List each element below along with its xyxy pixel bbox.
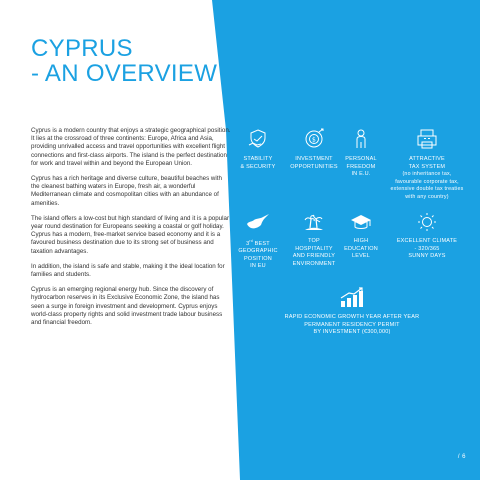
calculator-printer-icon — [416, 128, 438, 150]
growth-chart-icon — [339, 286, 365, 308]
target-dollar-icon — [303, 128, 325, 150]
person-icon — [350, 128, 372, 150]
feature-label: HIGH EDUCATION LEVEL — [344, 238, 378, 259]
feature-investment — [288, 128, 340, 171]
features-grid — [232, 128, 472, 348]
geo-label-rest: BEST GEOGRAPHIC POSITION IN EU — [238, 240, 278, 270]
feature-label — [232, 238, 284, 271]
feature-label: PERSONAL FREEDOM IN E.U. — [345, 156, 377, 177]
paragraph: Cyprus is a modern country that enjoys a strategic geographical position. It lies at the crossroad of three continents: Europe, Africa and Asia, providing unrivalled access and travel opportunities with excellent flight connections and first-class airports. The island is the perfect destination for work and travel within and beyond the European Union. — [31, 127, 231, 167]
feature-tax — [384, 128, 470, 201]
feature-sublabel: (no inheritance tax, favourable corporate tax, extensive double tax treaties with any country) — [390, 171, 464, 200]
geo-rank-suffix: rd — [249, 239, 253, 243]
feature-hospitality — [288, 212, 340, 268]
title-line-1: CYPRUS — [31, 35, 133, 62]
paragraph: Cyprus has a rich heritage and diverse culture, beautiful beaches with the cleanest bathing waters in Europe, fresh air, a wonderful Mediterranean climate and cosmopolitan cities with an abundance of amenities. — [31, 175, 222, 207]
paragraph: The island offers a low-cost but high standard of living and it is a popular year round destination for Europeans seeking a coastal or golf holiday. Cyprus has a modern, free-market service based economy and it is a favoured business destination due to its strong set of business and taxation advantages. — [31, 214, 229, 255]
paragraph: Cyprus is an emerging regional energy hub. Since the discovery of hydrocarbon reserves in its Exclusive Economic Zone, the island has seen a surge in foreign investment and development. Cyprus enjoys world-class property rights and solid investment trade labour business and financial freedom. — [31, 286, 223, 327]
feature-label: STABILITY & SECURITY — [240, 156, 276, 170]
cyprus-map-icon — [245, 212, 271, 232]
feature-stability — [232, 128, 284, 171]
overview-text — [31, 127, 231, 334]
shield-hand-icon — [247, 128, 269, 150]
feature-label: RAPID ECONOMIC GROWTH YEAR AFTER YEAR PERMANENT RESIDENCY PERMIT BY INVESTMENT (€300,000) — [284, 314, 420, 335]
feature-education — [338, 212, 384, 261]
geo-rank: 3 — [246, 240, 250, 247]
svg-text:$: $ — [311, 136, 317, 144]
graduation-cap-icon — [350, 212, 372, 232]
feature-geo — [232, 212, 284, 271]
page-number: / 6 — [457, 454, 466, 460]
feature-label: TOP HOSPITALITY AND FRIENDLY ENVIRONMENT — [292, 238, 336, 267]
feature-label: INVESTMENT OPPORTUNITIES — [290, 156, 338, 170]
sun-icon — [416, 212, 438, 232]
title-line-2: - AN OVERVIEW — [31, 60, 218, 87]
feature-label: EXCELLENT CLIMATE - 320/365 SUNNY DAYS — [396, 238, 458, 259]
page-title — [31, 36, 217, 86]
paragraph: In addition, the island is safe and stable, making it the ideal location for families and students. — [31, 262, 225, 279]
feature-label: ATTRACTIVE TAX SYSTEM — [408, 156, 446, 170]
feature-climate — [384, 212, 470, 261]
feature-growth — [262, 286, 442, 337]
feature-freedom — [338, 128, 384, 179]
palm-trees-icon — [302, 212, 326, 232]
